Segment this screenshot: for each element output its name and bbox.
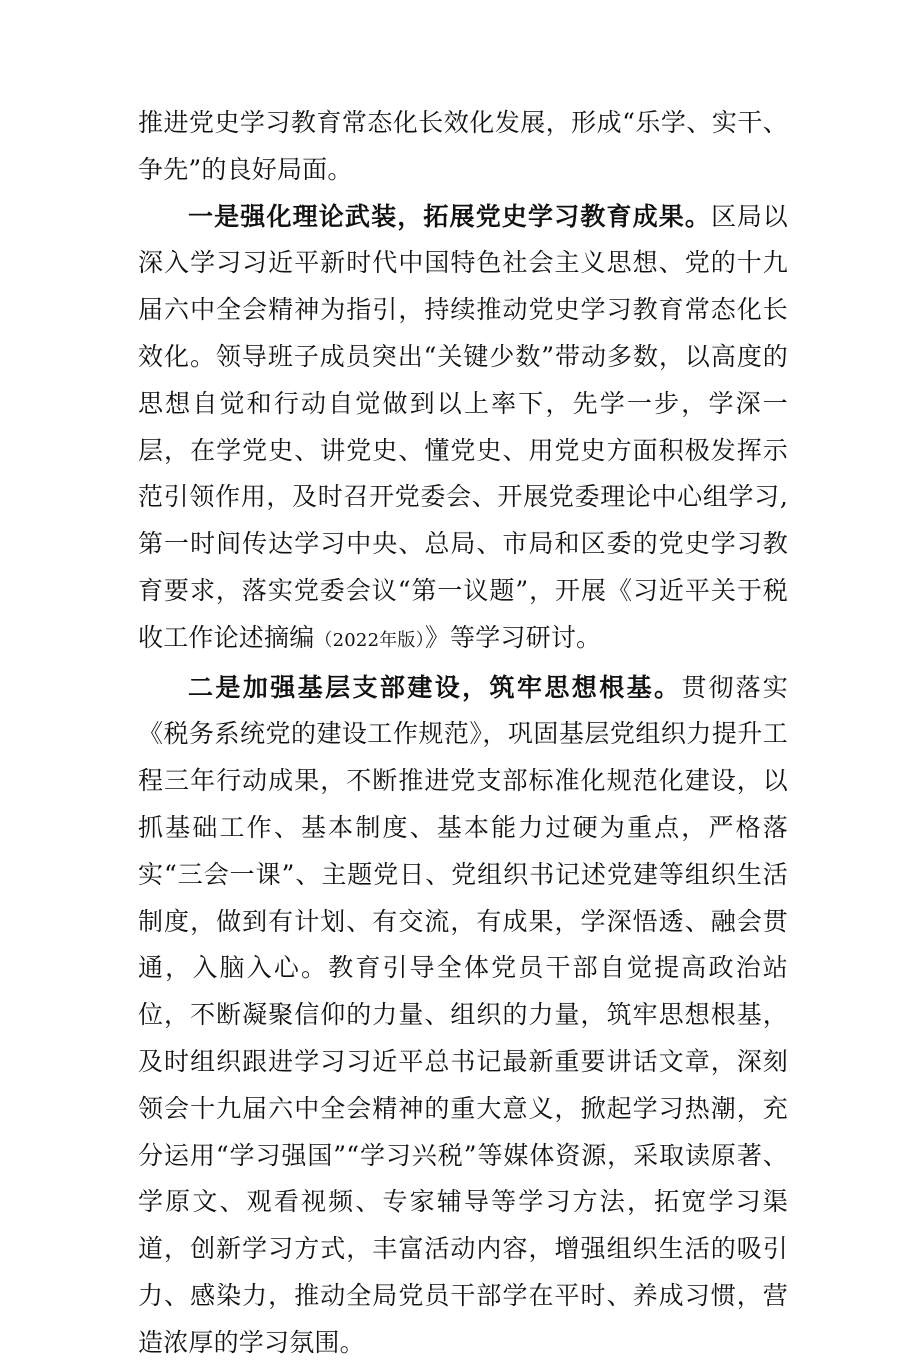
paragraph-text: 贯彻落实《税务系统党的建设工作规范》，巩固基层党组织力提升工程三年行动成果，不断推进党支部标准化规范化建设，以抓基础工作、基本制度、基本能力过硬为重点，严格落实“三会一课”、主题党日、党组织书记述党建等组织生活制度，做到有计划、有交流，有成果，学深悟透、融会贯通，入脑入心。教育引导全体党员干部自觉提高政治站位，不断凝聚信仰的力量、组织的力量，筑牢思想根基，及时组织跟进学习习近平总书记最新重要讲话文章，深刻领会十九届六中全会精神的重大意义，掀起学习热潮，充分运用“学习强国”“学习兴税”等媒体资源，采取读原著、学原文、观看视频、专家辅导等学习方法，拓宽学习渠道，创新学习方式，丰富活动内容，增强组织生活的吸引力、感染力，推动全局党员干部学在平时、养成习惯，营造浓厚的学习氛围。: [138, 672, 788, 1357]
paragraph-branch-building: [138, 665, 788, 1367]
paragraph-text: 推进党史学习教育常态化长效化发展，形成“乐学、实干、争先”的良好局面。: [138, 108, 788, 184]
paragraph-text-end: 》等学习研讨。: [424, 622, 602, 652]
paragraph-theory-study: [138, 194, 788, 665]
paragraph-continuation: [138, 100, 788, 194]
paragraph-lead-heading: 二是加强基层支部建设，筑牢思想根基。: [188, 672, 682, 702]
paragraph-lead-heading: 一是强化理论武装，拓展党史学习教育成果。: [188, 201, 712, 231]
edition-note: （2022年版）: [314, 629, 425, 651]
paragraph-text: 区局以深入学习习近平新时代中国特色社会主义思想、党的十九届六中全会精神为指引，持续推动党史学习教育常态化长效化。领导班子成员突出“关键少数”带动多数，以高度的思想自觉和行动自觉做到以上率下，先学一步，学深一层，在学党史、讲党史、懂党史、用党史方面积极发挥示范引领作用，及时召开党委会、开展党委理论中心组学习,第一时间传达学习中央、总局、市局和区委的党史学习教育要求，落实党委会议“第一议题”，开展《习近平关于税收工作论述摘编: [138, 201, 788, 652]
document-body: [138, 100, 788, 1367]
